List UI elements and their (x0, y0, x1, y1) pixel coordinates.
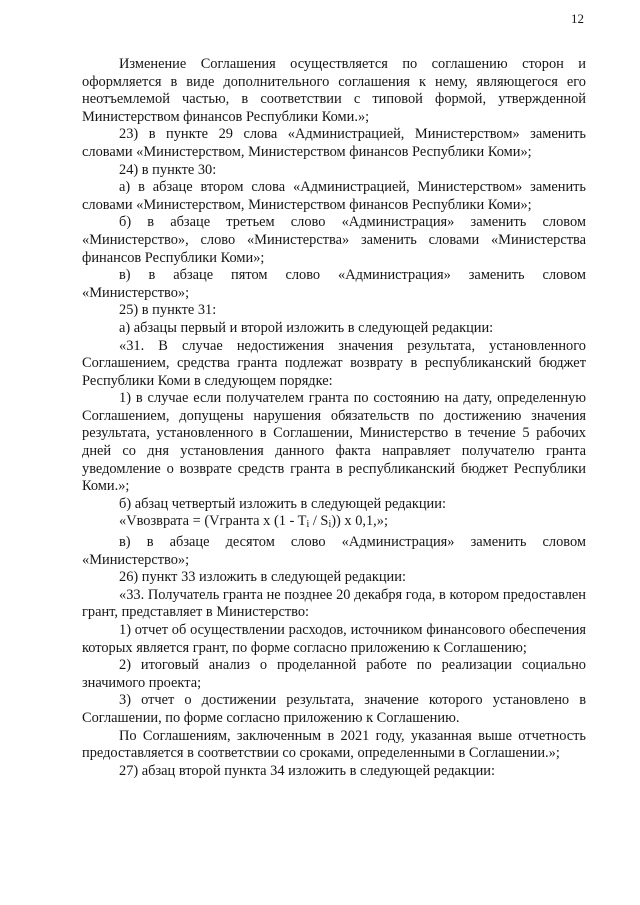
formula-part: / S (309, 513, 329, 530)
page-number: 12 (571, 11, 584, 26)
paragraph: в) в абзаце пятом слово «Администрация» заменить словом «Министерство»; (82, 267, 586, 301)
formula-subscript: i (306, 519, 310, 531)
paragraph: 2) итоговый анализ о проделанной работе по реализации социально значимого проекта; (82, 657, 586, 691)
paragraph: а) в абзаце втором слова «Администрацией, Министерством» заменить словами «Министерством, Министерством финансов Республики Коми»; (82, 179, 586, 213)
paragraph: «33. Получатель гранта не позднее 20 декабря года, в котором предоставлен грант, представляет в Министерство: (82, 586, 586, 621)
paragraph: 26) пункт 33 изложить в следующей редакции: (119, 569, 406, 586)
paragraph: 1) в случае если получателем гранта по состоянию на дату, определенную Соглашением, допущены нарушения обязательств по достижению значения результата, установленного в Соглашении, Министерство в течение 5 рабочих дней со дня установления данного факта направляет получателю гранта уведомление о возврате средств гранта в республиканский бюджет Республики Коми.»; (82, 390, 586, 495)
paragraph: а) абзацы первый и второй изложить в следующей редакции: (119, 319, 494, 336)
paragraph: б) абзац четвертый изложить в следующей редакции: (119, 495, 446, 512)
formula-part: )) x 0,1,»; (331, 513, 388, 530)
document-body (82, 56, 586, 780)
paragraph: 27) абзац второй пункта 34 изложить в следующей редакции: (119, 762, 496, 779)
paragraph: 25) в пункте 31: (119, 302, 217, 319)
paragraph: 23) в пункте 29 слова «Администрацией, Министерством» заменить словами «Министерством, Министерством финансов Республики Коми»; (82, 126, 586, 160)
paragraph: б) в абзаце третьем слово «Администрация» заменить словом «Министерство», слово «Министерства» заменить словами «Министерства финансов Республики Коми»; (82, 214, 586, 266)
paragraph: «31. В случае недостижения значения результата, установленного Соглашением, средства гранта подлежат возврату в республиканский бюджет Республики Коми в следующем порядке: (82, 337, 586, 389)
paragraph: 24) в пункте 30: (119, 161, 217, 178)
paragraph: Изменение Соглашения осуществляется по соглашению сторон и оформляется в виде дополнительного соглашения к нему, являющегося его неотъемлемой частью, в соответствии с типовой формой, утвержденной Министерством финансов Республики Коми.»; (82, 56, 586, 125)
paragraph: 1) отчет об осуществлении расходов, источником финансового обеспечения которых является грант, по форме согласно приложению к Соглашению; (82, 622, 586, 656)
formula-part: «Vвозврата = (Vгранта x (1 - T (119, 513, 307, 530)
paragraph: 3) отчет о достижении результата, значение которого установлено в Соглашении, по форме согласно приложению к Соглашению. (82, 692, 586, 726)
formula-subscript: i (328, 519, 332, 531)
formula-line (82, 513, 586, 534)
paragraph: в) в абзаце десятом слово «Администрация» заменить словом «Министерство»; (82, 534, 586, 568)
paragraph: По Соглашениям, заключенным в 2021 году, указанная выше отчетность предоставляется в соответствии со сроками, определенными в Соглашении.»; (82, 727, 586, 762)
